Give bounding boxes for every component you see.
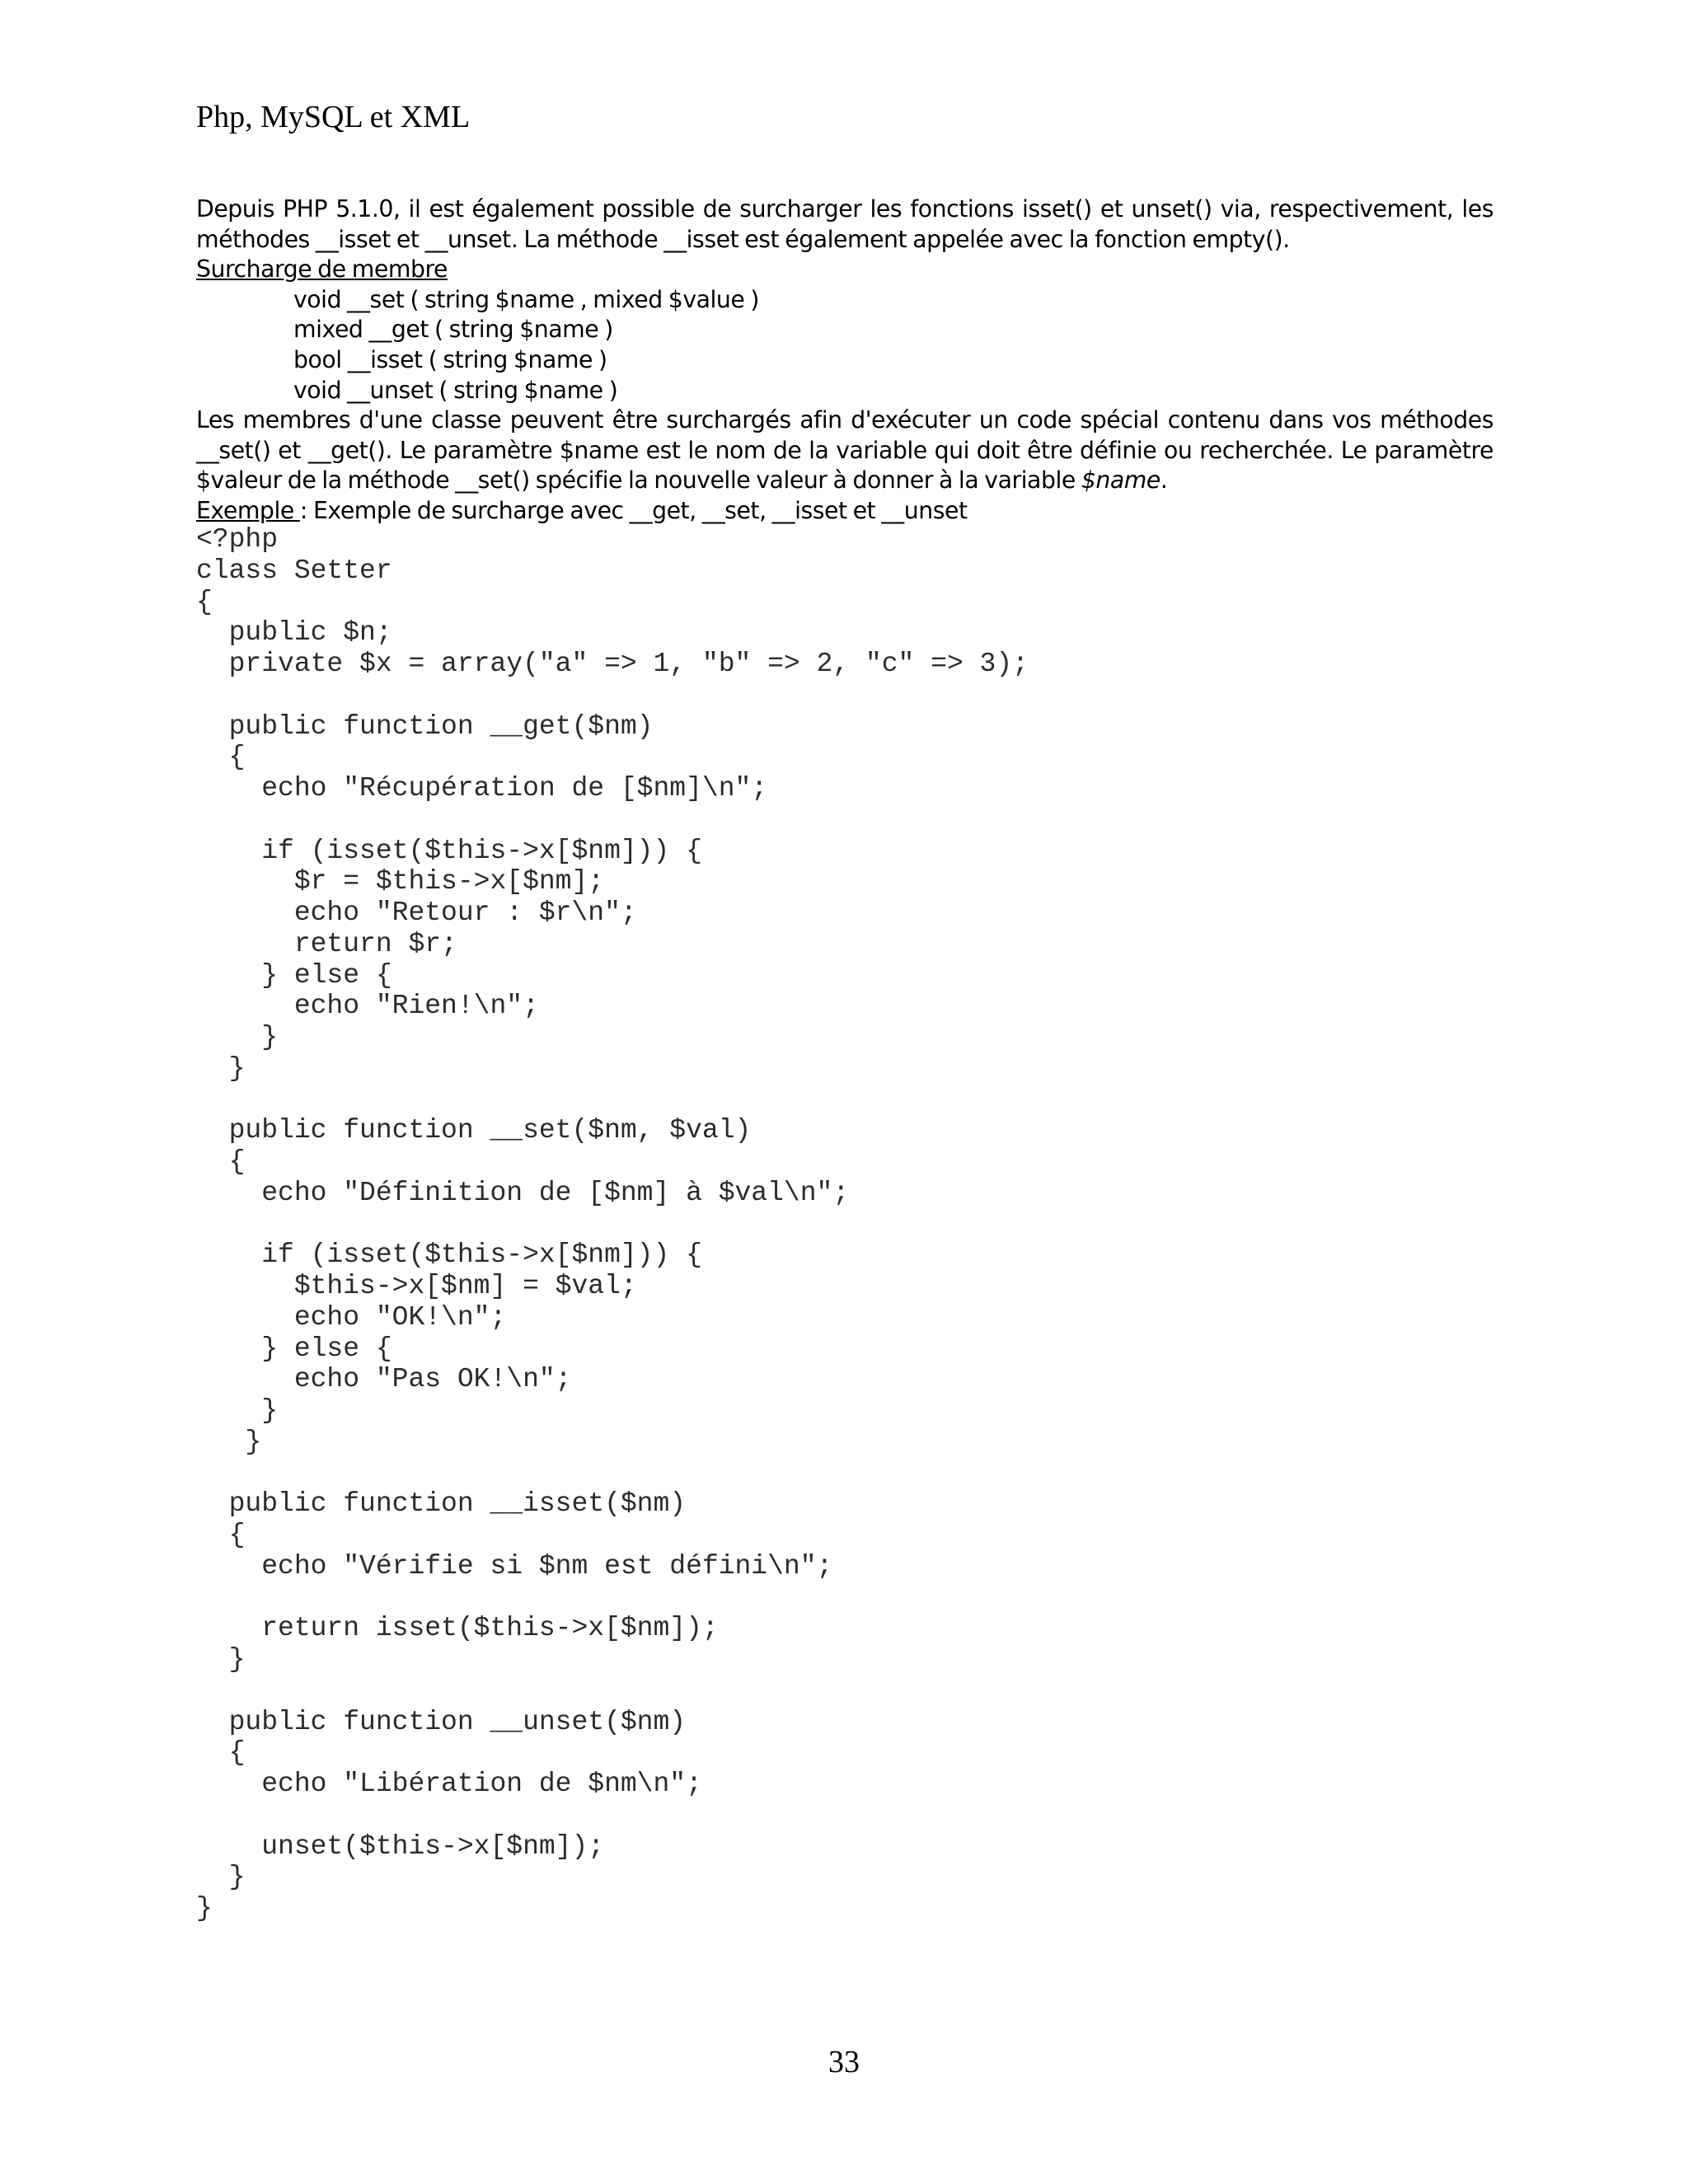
example-caption [196,496,1493,527]
method-signature-list [196,285,1493,405]
signature-isset: bool __isset ( string $name ) [293,345,607,373]
description-text: Les membres d'une classe peuvent être surchargés afin d'exécuter un code spécial contenu dans vos méthodes __set() et __get(). Le paramètre $name est le nom de la variable qui doit être définie ou recherchée. Le paramètre $valeur de la méthode __set() spécifie la nouvelle valeur à donner à la variable [196,406,1493,494]
example-label: Exemple [196,496,300,524]
description-variable: $name [1081,466,1160,494]
description-end: . [1160,466,1168,494]
page-number: 33 [828,2045,860,2079]
section-heading-text: Surcharge de membre [196,255,448,284]
code-listing: <?php class Setter { public $n; private $x = array("a" => 1, "b" => 2, "c" => 3); public function __get($nm) { echo "Récupération de [$nm]\n"; if (isset($this->x[$nm])) { $r = $this->x[$nm]; echo "Retour : $r\n"; return $r; } else { echo "Rien!\n"; } } public function __set($nm, $val) { echo "Définition de [$nm] à $val\n"; if (isset($this->x[$nm])) { $this->x[$nm] = $val; echo "OK!\n"; } else { echo "Pas OK!\n"; } } public function __isset($nm) { echo "Vérifie si $nm est défini\n"; return isset($this->x[$nm]); } public function __unset($nm) { echo "Libération de $nm\n"; unset($this->x[$nm]); } } [196,524,1029,1924]
intro-paragraph: Depuis PHP 5.1.0, il est également possible de surcharger les fonctions isset() et unset() via, respectivement, les méthodes __isset et __unset. La méthode __isset est également appelée avec la fonction empty(). [196,195,1493,253]
section-heading [196,255,1493,285]
signature-set: void __set ( string $name , mixed $value ) [293,285,760,313]
signature-get: mixed __get ( string $name ) [293,316,613,344]
signature-unset: void __unset ( string $name ) [293,376,618,404]
description-paragraph [196,405,1493,496]
example-text: : Exemple de surcharge avec __get, __set, __isset et __unset [299,496,968,524]
page-body [196,194,1493,527]
running-header: Php, MySQL et XML [196,100,471,134]
